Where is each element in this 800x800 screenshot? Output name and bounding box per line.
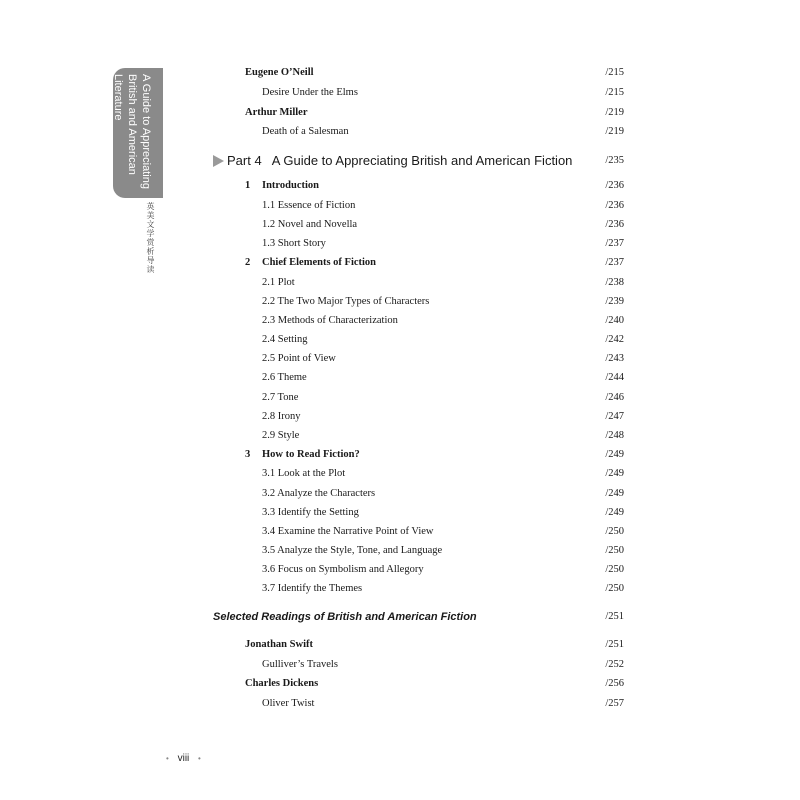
toc-entry-title: 3.7 Identify the Themes: [262, 583, 363, 594]
toc-entry-sub: [0, 523, 800, 541]
toc-entry-title: 2.7 Tone: [262, 392, 299, 403]
toc-entry-page: /237: [605, 238, 624, 249]
toc-entry-page: /249: [605, 468, 624, 479]
toc-entry-sub: [0, 350, 800, 368]
toc-entry-sub: [0, 580, 800, 598]
toc-entry-author: [0, 104, 800, 122]
toc-entry-title: Introduction: [262, 180, 319, 191]
toc-entry-page: /236: [605, 200, 624, 211]
toc-entry-sub: [0, 274, 800, 292]
footer-dot-right: •: [198, 754, 201, 763]
toc-entry-page: /244: [605, 372, 624, 383]
toc-entry-page: /235: [605, 155, 624, 166]
toc-entry-page: /242: [605, 334, 624, 345]
toc-entry-page: /249: [605, 507, 624, 518]
toc-entry-page: /251: [605, 639, 624, 650]
toc-entry-page: /250: [605, 583, 624, 594]
toc-entry-title: Selected Readings of British and American Fiction: [213, 611, 477, 623]
toc-entry-sub: [0, 504, 800, 522]
toc-entry-title: Death of a Salesman: [262, 126, 349, 137]
part-arrow-icon: [213, 155, 224, 167]
toc-entry-chapter: [0, 446, 800, 464]
toc-entry-title: 1.3 Short Story: [262, 238, 326, 249]
toc-entry-title: Charles Dickens: [245, 678, 319, 689]
toc-entry-title: 1.2 Novel and Novella: [262, 219, 358, 230]
toc-entry-page: /240: [605, 315, 624, 326]
toc-entry-page: /215: [605, 67, 624, 78]
toc-entry-page: /256: [605, 678, 624, 689]
toc-entry-page: /251: [605, 611, 624, 622]
toc-entry-page: /252: [605, 659, 624, 670]
toc-entry-author: [0, 675, 800, 693]
toc-entry-title: 3.2 Analyze the Characters: [262, 488, 376, 499]
toc-entry-title: Oliver Twist: [262, 698, 315, 709]
toc-entry-title: 2.3 Methods of Characterization: [262, 315, 398, 326]
toc-entry-page: /249: [605, 449, 624, 460]
toc-entry-page: /257: [605, 698, 624, 709]
toc-entry-sub: [0, 369, 800, 387]
toc-entry-title: 2.5 Point of View: [262, 353, 336, 364]
toc-entry-page: /250: [605, 545, 624, 556]
toc-entry-sub: [0, 485, 800, 503]
toc-entry-page: /236: [605, 180, 624, 191]
toc-entry-sub: [0, 216, 800, 234]
toc-entry-title: Eugene O’Neill: [245, 67, 314, 78]
page-number: viii: [177, 753, 190, 764]
toc-entry-title: 3.4 Examine the Narrative Point of View: [262, 526, 434, 537]
toc-entry-page: /219: [605, 107, 624, 118]
chapter-number: 1: [245, 180, 251, 191]
toc-entry-title: 2.8 Irony: [262, 411, 301, 422]
toc-entry-title: 2.2 The Two Major Types of Characters: [262, 296, 430, 307]
toc-entry-page: /250: [605, 526, 624, 537]
toc-entry-title: Part 4 A Guide to Appreciating British and American Fiction: [227, 153, 573, 168]
toc-entry-title: 2.9 Style: [262, 430, 300, 441]
toc-entry-page: /237: [605, 257, 624, 268]
toc-entry-sub: [0, 408, 800, 426]
toc-entry-title: Arthur Miller: [245, 107, 308, 118]
toc-entry-title: 3.1 Look at the Plot: [262, 468, 346, 479]
toc-entry-page: /243: [605, 353, 624, 364]
toc-entry-work: [0, 123, 800, 141]
toc-entry-page: /238: [605, 277, 624, 288]
toc-entry-sub: [0, 197, 800, 215]
toc-entry-author: [0, 636, 800, 654]
side-tab-line1: A Guide to Appreciating: [140, 74, 152, 189]
page-footer: [160, 753, 207, 764]
toc-entry-page: /249: [605, 488, 624, 499]
toc-entry-title: 3.3 Identify the Setting: [262, 507, 359, 518]
toc-entry-title: Jonathan Swift: [245, 639, 313, 650]
toc-entry-page: /247: [605, 411, 624, 422]
toc-entry-work: [0, 84, 800, 102]
toc-entry-title: 2.6 Theme: [262, 372, 307, 383]
toc-entry-chapter: [0, 254, 800, 272]
toc-entry-sub: [0, 312, 800, 330]
toc-entry-page: /236: [605, 219, 624, 230]
toc-entry-sub: [0, 561, 800, 579]
chapter-number: 2: [245, 257, 251, 268]
toc-entry-sub: [0, 331, 800, 349]
toc-entry-sub: [0, 465, 800, 483]
side-tab-chinese-title: 英美文学赏析导读: [146, 202, 155, 274]
toc-entry-author: [0, 64, 800, 82]
toc-entry-part: [0, 152, 800, 170]
toc-entry-page: /219: [605, 126, 624, 137]
toc-entry-page: /250: [605, 564, 624, 575]
toc-entry-title: How to Read Fiction?: [262, 449, 360, 460]
toc-entry-sub: [0, 389, 800, 407]
toc-entry-page: /248: [605, 430, 624, 441]
toc-entry-page: /246: [605, 392, 624, 403]
toc-entry-title: 1.1 Essence of Fiction: [262, 200, 356, 211]
toc-entry-selected: [0, 608, 800, 626]
toc-entry-work: [0, 695, 800, 713]
toc-entry-page: /215: [605, 87, 624, 98]
toc-entry-title: 3.6 Focus on Symbolism and Allegory: [262, 564, 424, 575]
toc-entry-chapter: [0, 177, 800, 195]
toc-entry-title: Chief Elements of Fiction: [262, 257, 377, 268]
toc-entry-title: 2.1 Plot: [262, 277, 295, 288]
toc-entry-sub: [0, 293, 800, 311]
toc-entry-work: [0, 656, 800, 674]
side-tab-line2: British and American Literature: [112, 74, 138, 175]
toc-entry-title: 2.4 Setting: [262, 334, 308, 345]
toc-entry-title: Gulliver’s Travels: [262, 659, 338, 670]
toc-entry-sub: [0, 542, 800, 560]
chapter-number: 3: [245, 449, 251, 460]
toc-entry-title: Desire Under the Elms: [262, 87, 358, 98]
footer-dot-left: •: [166, 754, 169, 763]
toc-entry-sub: [0, 235, 800, 253]
toc-entry-sub: [0, 427, 800, 445]
toc-entry-title: 3.5 Analyze the Style, Tone, and Language: [262, 545, 443, 556]
toc-entry-page: /239: [605, 296, 624, 307]
